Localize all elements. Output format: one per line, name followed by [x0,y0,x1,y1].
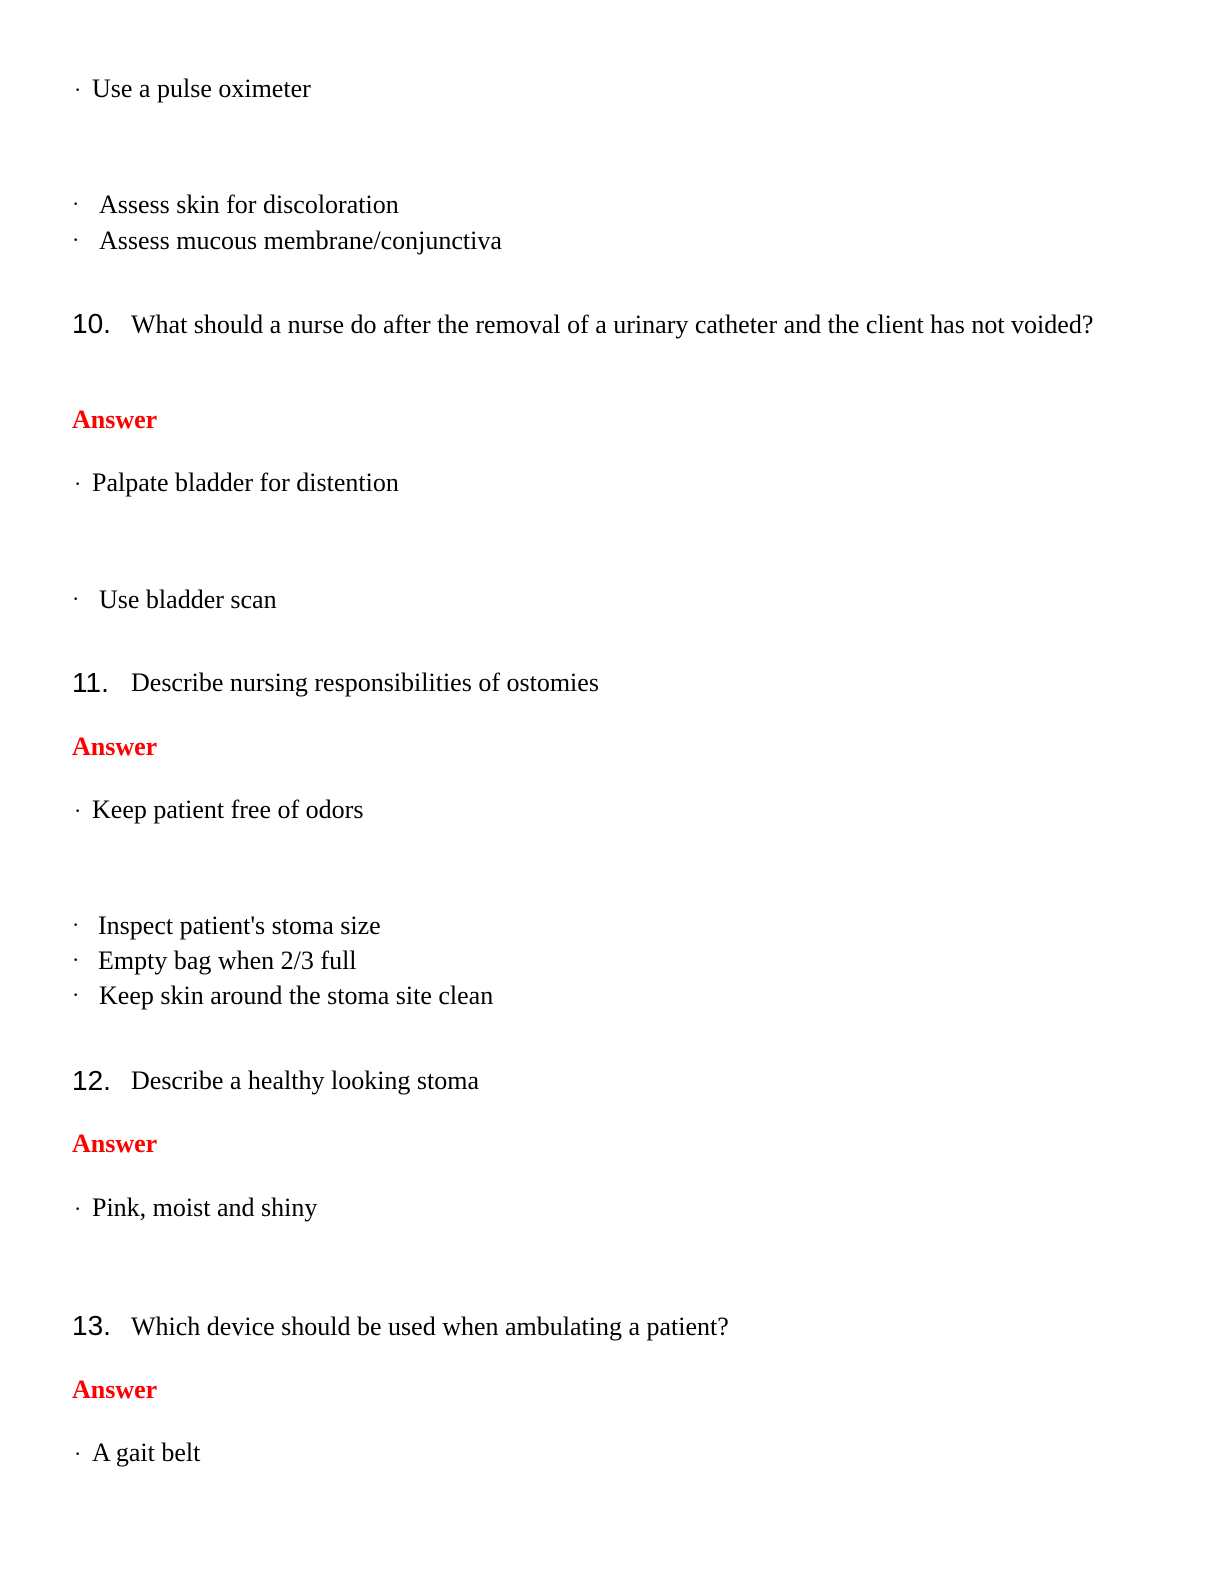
answer-first-line: Palpate bladder for distention [92,468,399,497]
answer-label: Answer [72,405,158,434]
question-text: What should a nurse do after the removal of a urinary catheter and the client has not voided? [131,310,1094,339]
bullet-item: Assess skin for discoloration [99,190,399,219]
answer-label: Answer [72,1129,158,1158]
bullet-marker: · [72,227,80,252]
answer-label: Answer [72,1375,158,1404]
mid-dot-marker: · [74,77,82,102]
bullet-item: Inspect patient's stoma size [98,911,381,940]
question-number: 13. [72,1310,111,1341]
bullet-item: Keep skin around the stoma site clean [99,981,494,1010]
bullet-marker: · [72,586,80,611]
answer-first-line: Pink, moist and shiny [92,1193,318,1222]
question-text: Which device should be used when ambulating a patient? [131,1312,729,1341]
question-text: Describe a healthy looking stoma [131,1066,480,1095]
question-number: 12. [72,1065,111,1096]
question-number: 11. [72,667,109,698]
answer-first-line: Keep patient free of odors [92,795,364,824]
bullet-marker: · [72,982,80,1007]
bullet-marker: · [72,947,80,972]
bullet-item: Assess mucous membrane/conjunctiva [99,226,502,255]
question-number: 10. [72,308,111,339]
answer-label: Answer [72,732,158,761]
bullet-item: Empty bag when 2/3 full [98,946,357,975]
answer-first-line: Use a pulse oximeter [92,74,311,103]
bullet-item: Use bladder scan [99,585,277,614]
mid-dot-marker: · [74,1441,82,1466]
answer-first-line: A gait belt [92,1438,201,1467]
bullet-marker: · [72,912,80,937]
bullet-marker: · [72,191,80,216]
mid-dot-marker: · [74,1196,82,1221]
mid-dot-marker: · [74,798,82,823]
question-text: Describe nursing responsibilities of ostomies [131,668,599,697]
mid-dot-marker: · [74,471,82,496]
